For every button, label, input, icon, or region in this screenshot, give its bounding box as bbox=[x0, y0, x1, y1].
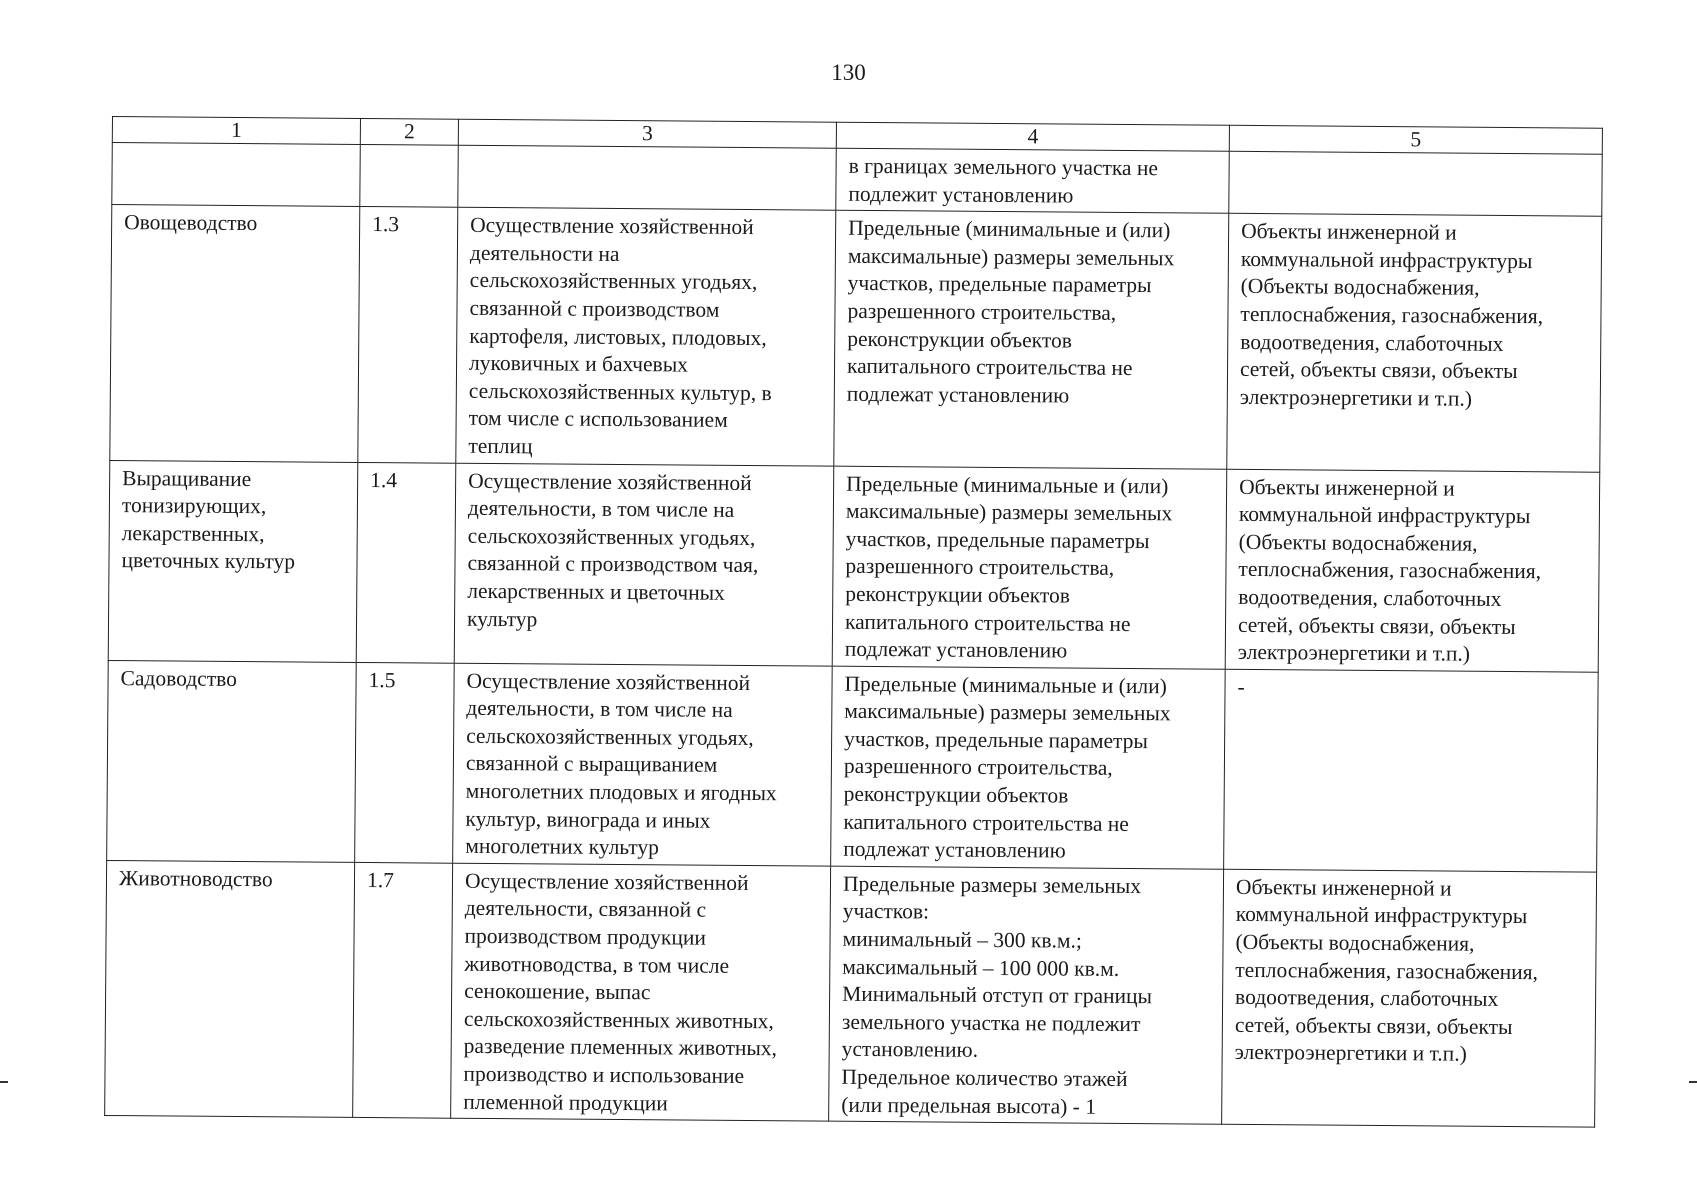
page-number: 130 bbox=[831, 60, 866, 85]
table-row bbox=[105, 860, 1597, 1127]
table-row bbox=[108, 460, 1600, 672]
use-type-description: Осуществление хозяйственной деятельности, в том числе на сельскохозяйственных угодьях, связанной с производством чая, лекарственных и цветочных культур bbox=[454, 463, 834, 666]
use-type-parameters: Предельные (минимальные и (или) максимальные) размеры земельных участков, предельные параметры разрешенного строительства, реконструкции объектов капитального строительства не подлежат установлению bbox=[831, 666, 1226, 869]
land-use-table bbox=[104, 116, 1603, 1128]
use-type-objects: Объекты инженерной и коммунальной инфраструктуры (Объекты водоснабжения, теплоснабжения, газоснабжения, водоотведения, слаботочных сетей, объекты связи, объекты электроэнергетики и т.п.) bbox=[1225, 469, 1600, 672]
table-row bbox=[110, 205, 1602, 472]
table-row bbox=[112, 143, 1602, 217]
use-type-objects bbox=[1229, 151, 1602, 216]
use-type-name: Выращивание тонизирующих, лекарственных, цветочных культур bbox=[108, 460, 358, 662]
right-scan-mark bbox=[1689, 1081, 1697, 1083]
use-type-description: Осуществление хозяйственной деятельности, связанной с производством продукции животноводства, в том числе сенокошение, выпас сельскохозяйственных животных, разведение племенных животных, производство и использование племенной продукции bbox=[451, 863, 831, 1121]
use-type-parameters: Предельные размеры земельных участков: минимальный – 300 кв.м.; максимальный – 100 000 кв.м. Минимальный отступ от границы земельного участка не подлежит установлению. Предельное количество этажей (или предельная высота) - 1 bbox=[829, 866, 1224, 1124]
use-type-objects: Объекты инженерной и коммунальной инфраструктуры (Объекты водоснабжения, теплоснабжения, газоснабжения, водоотведения, слаботочных сетей, объекты связи, объекты электроэнергетики и т.п.) bbox=[1227, 213, 1602, 471]
use-type-parameters: Предельные (минимальные и (или) максимальные) размеры земельных участков, предельные параметры разрешенного строительства, реконструкции объектов капитального строительства не подлежат установлению bbox=[832, 466, 1227, 669]
column-header-5: 5 bbox=[1229, 125, 1602, 154]
column-header-3: 3 bbox=[458, 119, 836, 148]
use-type-description: Осуществление хозяйственной деятельности на сельскохозяйственных угодьях, связанной с производством картофеля, листовых, плодовых, луковичных и бахчевых сельскохозяйственных культур, в том числе с использованием теплиц bbox=[456, 207, 836, 465]
use-type-name: Садоводство bbox=[107, 660, 357, 862]
use-type-description bbox=[458, 145, 836, 210]
use-type-name: Овощеводство bbox=[110, 205, 360, 462]
use-type-name: Животноводство bbox=[105, 860, 355, 1117]
table-row bbox=[107, 660, 1599, 872]
left-scan-mark bbox=[0, 1081, 8, 1083]
column-header-2: 2 bbox=[360, 118, 458, 145]
column-header-4: 4 bbox=[836, 122, 1229, 151]
use-type-description: Осуществление хозяйственной деятельности, в том числе на сельскохозяйственных угодьях, связанной с выращиванием многолетних плодовых и ягодных культур, винограда и иных многолетних культур bbox=[453, 663, 833, 866]
use-type-code bbox=[360, 144, 458, 207]
use-type-code: 1.7 bbox=[353, 862, 453, 1118]
use-type-code: 1.3 bbox=[358, 207, 458, 463]
use-type-code: 1.4 bbox=[356, 462, 456, 663]
use-type-name bbox=[112, 143, 360, 207]
use-type-objects: - bbox=[1224, 669, 1599, 872]
use-type-objects: Объекты инженерной и коммунальной инфраструктуры (Объекты водоснабжения, теплоснабжения, газоснабжения, водоотведения, слаботочных сетей, объекты связи, объекты электроэнергетики и т.п.) bbox=[1222, 869, 1597, 1127]
use-type-parameters: в границах земельного участка не подлежит установлению bbox=[836, 148, 1229, 213]
column-header-1: 1 bbox=[112, 117, 360, 145]
use-type-parameters: Предельные (минимальные и (или) максимальные) размеры земельных участков, предельные параметры разрешенного строительства, реконструкции объектов капитального строительства не подлежат установлению bbox=[834, 210, 1229, 468]
use-type-code: 1.5 bbox=[355, 662, 455, 863]
